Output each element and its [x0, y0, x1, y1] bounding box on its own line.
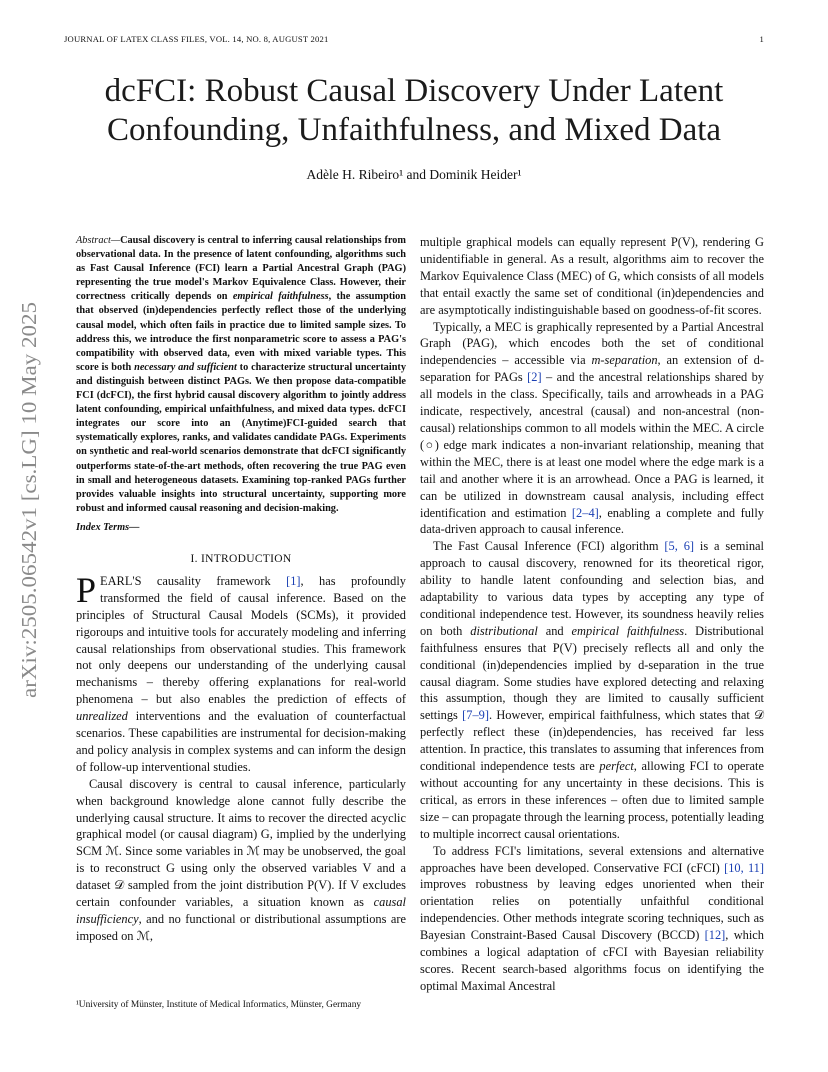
- right-body-text: [420, 234, 764, 995]
- text-run: interventions and the evaluation of counterfactual scenarios. These capabilities are instrumental for decision-making and policy analysis in complex systems and can inform the design of follow-up interventional studies.: [76, 709, 406, 774]
- emphasis: distributional: [470, 623, 538, 638]
- text-run: , an extension of d-separation for PAGs: [420, 353, 764, 385]
- abstract-em-1: empirical faithfulness: [232, 291, 329, 303]
- index-terms: [76, 522, 406, 533]
- text-run: improves robustness by leaving edges unoriented when their orientation relies on potentially unfaithful conditional independencies. Other methods integrate scoring techniques, such as Bayesian Constraint-Based Causal Discovery (BCCD): [420, 877, 764, 943]
- section-heading-introduction: I. INTRODUCTION: [190, 552, 292, 565]
- right-column: [420, 234, 764, 995]
- text-run: , enabling a complete and fully data-driven approach to causal inference.: [420, 505, 764, 537]
- journal-header: JOURNAL OF LATEX CLASS FILES, VOL. 14, NO. 8, AUGUST 2021: [64, 34, 329, 44]
- citation-link[interactable]: [10, 11]: [724, 860, 764, 875]
- emphasis: perfect: [599, 759, 634, 774]
- text-run: , allowing FCI to operate without accounting for any uncertainty in these decisions. This is critical, as errors in these inferences – often due to limited sample size – can propagate through the learning process, potentially leading to multiple incorrect causal orientations.: [420, 759, 765, 841]
- text-run: . However, empirical faithfulness, which states that 𝒟 perfectly reflect these (in)dependencies, has received far less attention. In practice, this translates to assuming that inferences from conditional independence tests are: [420, 708, 764, 774]
- text-run: is a seminal approach to causal discovery, renowned for its theoretical rigor, ability to handle latent confounding and selection bias, and adaptability to various data types by accepting any type of conditional independence test. However, its soundness heavily relies on both: [420, 539, 764, 638]
- emphasis: empirical faithfulness: [571, 623, 685, 638]
- paragraph: [76, 776, 406, 945]
- text-run: , and no functional or distributional assumptions are imposed on ℳ,: [76, 912, 406, 943]
- citation-link[interactable]: [12]: [704, 928, 726, 943]
- drop-cap: P: [76, 569, 97, 610]
- text-run: Typically, a MEC is graphically represented by a Partial Ancestral Graph (PAG), which encodes both the set of conditional independencies – accessible via: [420, 319, 764, 368]
- paragraph: [420, 538, 764, 842]
- abstract-text-2: , the assumption that observed (in)dependencies perfectly reflect those of the underlying causal model, which often fails in practice due to limited sample sizes. To address this, we introduce the first nonparametric score to assess a PAG's compatibility with observed data, even with mixed variable types. This score is both: [76, 291, 407, 373]
- citation-link[interactable]: [1]: [286, 573, 301, 588]
- author-list: Adèle H. Ribeiro¹ and Dominik Heider¹: [306, 167, 522, 182]
- left-column: [76, 234, 406, 945]
- text-run: Causal discovery is central to causal inference, particularly when background knowledge alone cannot fully describe the underlying causal structure. It aims to recover the directed acyclic graphical model (or causal diagram) G, implied by the underlying SCM ℳ. Since some variables in ℳ may be unobserved, the goal is to reconstruct G using only the observed variables V and a dataset 𝒟 sampled from the joint distribution P(V). If V excludes certain confounder variables, a situation known as: [76, 776, 406, 910]
- index-terms-label: Index Terms—: [76, 521, 140, 533]
- page-number: 1: [759, 34, 764, 44]
- text-run: . Distributional faithfulness ensures that P(V) precisely reflects all and only the conditional (in)dependencies implied by d-separation in the true causal diagram. Some studies have explored detecting and relaxing this assumption, though they are limited to causally sufficient settings: [420, 623, 764, 723]
- text-run: , which combines a logical adaptation of cFCI with Bayesian reliability scores. Recent search-based algorithms focus on identifying the optimal Maximal Ancestral: [420, 928, 764, 993]
- paper-title: dcFCI: Robust Causal Discovery Under Latent Confounding, Unfaithfulness, and Mixed Data: [104, 73, 724, 148]
- affiliation-footnote: ¹University of Münster, Institute of Medical Informatics, Münster, Germany: [76, 1000, 362, 1010]
- text-run: causality framework: [141, 573, 287, 588]
- abstract-text-1: Causal discovery is central to inferring causal relationships from observational data. In the presence of latent confounding, algorithms such as Fast Causal Inference (FCI) learn a Partial Ancestral Graph (PAG) representing the true model's Markov Equivalence Class. However, their correctness critically depends on: [76, 235, 406, 303]
- citation-link[interactable]: [2–4]: [571, 505, 599, 520]
- paragraph: [420, 319, 764, 539]
- paragraph: [76, 569, 407, 776]
- text-run: and: [537, 623, 572, 638]
- text-run: The Fast Causal Inference (FCI) algorithm: [433, 539, 665, 554]
- text-run: – and the ancestral relationships shared by all models in the class. Specifically, tails and arrowheads in a PAG indicate, respectively, ancestral (causal) and non-ancestral (non-causal) relationships common to all models within the MEC. A circle (○) edge mark indicates a non-invariant relationship, meaning that within the MEC, there is at least one model where the edge mark is a tail and another where it is an arrowhead. Once a PAG is learned, it can be utilized in downstream causal analysis, including effect identification and estimation: [420, 370, 764, 520]
- emphasis: causal insufficiency: [76, 895, 406, 926]
- arxiv-stamp-text: arXiv:2505.06542v1 [cs.LG] 10 May 2025: [17, 336, 41, 698]
- text-run: To address FCI's limitations, several extensions and alternative approaches have been developed. Conservative FCI (cFCI): [420, 843, 764, 875]
- citation-link[interactable]: [7–9]: [462, 708, 489, 723]
- emphasis: unrealized: [76, 709, 128, 724]
- left-body-text: [76, 569, 407, 945]
- paragraph: multiple graphical models can equally represent P(V), rendering G unidentifiable in general. As a result, algorithms aim to recover the Markov Equivalence Class (MEC) of G, which consists of all models that entail exactly the same set of conditional (in)dependencies and are asymptotically indistinguishable based on goodness-of-fit scores.: [420, 235, 764, 317]
- abstract-text-3: to characterize structural uncertainty and distinguish between distinct PAGs. We then propose data-compatible FCI (dcFCI), the first hybrid causal discovery algorithm to jointly address latent confounding, empirical unfaithfulness, and mixed data types. dcFCI integrates our score into an (Anytime)FCI-guided search that systematically explores, ranks, and validates candidate PAGs. Experiments on synthetic and real-world scenarios demonstrate that dcFCI significantly outperforms state-of-the-art methods, often recovering the true PAG even in small and heterogeneous datasets. Examining top-ranked PAGs further provides valuable insights into structural uncertainty, supporting more robust and informed causal reasoning and decision-making.: [76, 361, 406, 514]
- citation-link[interactable]: [5, 6]: [664, 539, 695, 554]
- small-caps-word: EARL'S: [100, 573, 142, 588]
- running-head: [64, 34, 764, 44]
- arxiv-stamp-svg: [8, 300, 48, 700]
- text-run: , has profoundly transformed the field of causal inference. Based on the principles of Structural Causal Models (SCMs), it provided rigoroups and intuitive tools for accurately modeling and inferring causal relationships from observational studies. This framework not only deepens our understanding of the underlying causal mechanisms – thereby offering explanations for real-world phenomena – but also enables the prediction of effects of: [76, 573, 407, 707]
- arxiv-stamp: [8, 300, 48, 700]
- abstract: [76, 234, 406, 516]
- citation-link[interactable]: [2]: [527, 370, 542, 385]
- abstract-label: Abstract—: [76, 235, 121, 246]
- emphasis: m-separation: [591, 353, 658, 368]
- abstract-em-2: necessary and sufficient: [134, 361, 237, 373]
- paragraph: [420, 843, 764, 995]
